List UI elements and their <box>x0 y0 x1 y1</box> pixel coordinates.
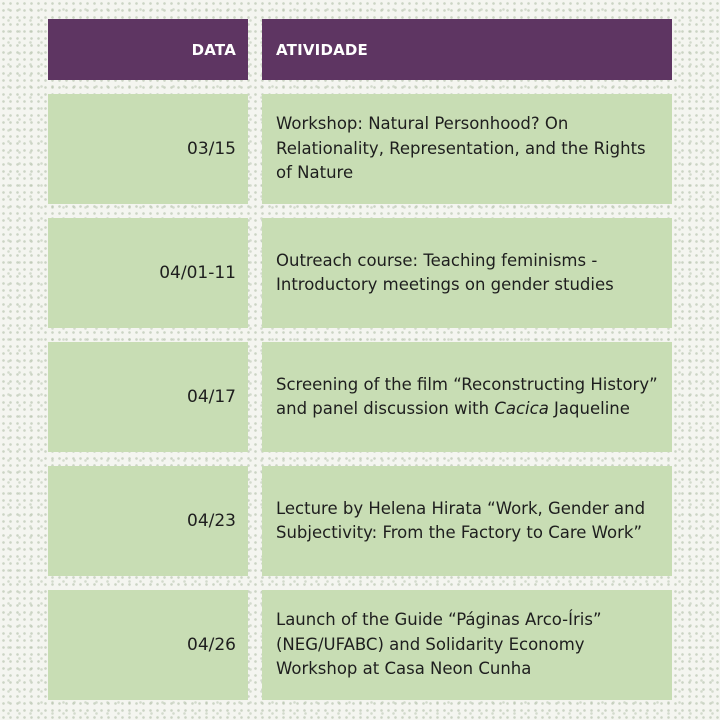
row-activity-text-italic: Cacica <box>494 399 549 418</box>
row-activity-text-before: Screening of the film “Reconstructing History” and panel discussion with <box>276 374 658 418</box>
row-activity-text: Lecture by Helena Hirata “Work, Gender and Subjectivity: From the Factory to Care Work” <box>276 498 646 542</box>
row-activity-text: Outreach course: Teaching feminisms - Introductory meetings on gender studies <box>276 250 614 294</box>
row-activity <box>262 466 672 576</box>
header-date: DATA <box>48 19 248 80</box>
row-activity <box>262 590 672 700</box>
row-activity-text-after: Jaqueline <box>548 399 630 418</box>
table-row <box>48 466 672 576</box>
row-activity-text: Workshop: Natural Personhood? On Relationality, Representation, and the Rights of Nature <box>276 114 646 183</box>
row-date: 04/26 <box>48 590 248 700</box>
table-row <box>48 590 672 700</box>
row-activity <box>262 218 672 328</box>
table-row <box>48 94 672 204</box>
row-activity-text: Launch of the Guide “Páginas Arco-Íris” (NEG/UFABC) and Solidarity Economy Workshop at Casa Neon Cunha <box>276 610 602 679</box>
header-activity: ATIVIDADE <box>262 19 672 80</box>
row-date: 03/15 <box>48 94 248 204</box>
table-row <box>48 342 672 452</box>
table-row <box>48 218 672 328</box>
row-activity <box>262 94 672 204</box>
row-activity-text <box>276 373 660 422</box>
schedule-table <box>48 19 672 714</box>
row-date: 04/23 <box>48 466 248 576</box>
row-date: 04/01-11 <box>48 218 248 328</box>
table-header-row <box>48 19 672 80</box>
row-date: 04/17 <box>48 342 248 452</box>
row-activity <box>262 342 672 452</box>
